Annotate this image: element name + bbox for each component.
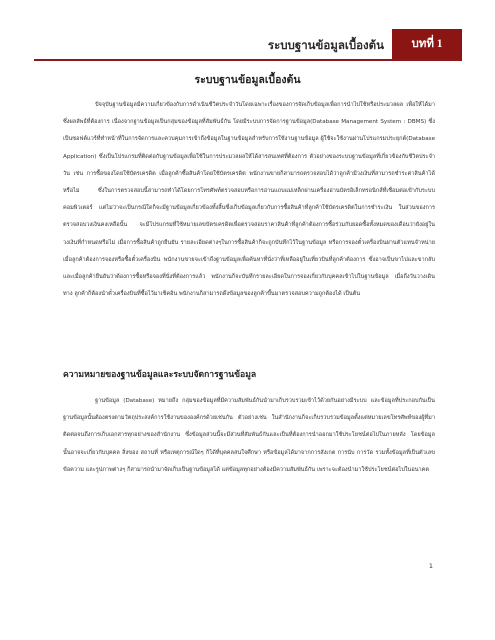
document-title: ระบบฐานข้อมูลเบื้องต้น bbox=[194, 74, 301, 86]
chapter-badge: บทที่ 1 bbox=[392, 29, 462, 59]
intro-paragraph: ปัจจุบันฐานข้อมูลมีความเกี่ยวข้องกับการดำเนินชีวิตประจำวันโดยเฉพาะเรื่องของการจัดเก็บข้อมูลเพื่อการนำไปใช้หรือประมวลผล เพื่อให้ได้มาซึ่งผลลัพธ์ที่ต้องการ เนื่องจากฐานข้อมูลเป็นกลุ่มของข้อมูลที่สัมพันธ์กัน โดยมีระบบการจัดการฐานข้อมูล(Database Management System : DBMS) ซึ่งเป็นซอฟต์แวร์ที่ทำหน้าที่ในการจัดการและควบคุมการเข้าถึงข้อมูลในฐานข้อมูลสำหรับการใช้งานฐานข้อมูล ผู้ใช้จะใช้งานผ่านโปรแกรมประยุกต์(Database Application) ซึ่งเป็นโปรแกรมที่ติดต่อกับฐานข้อมูลเพื่อใช้ในการประมวลผลให้ได้สารสนเทศที่ต้องการ ตัวอย่างของระบบฐานข้อมูลที่เกี่ยวข้องกับชีวิตประจำวัน เช่น การซื้อของโดยใช้บัตรเครดิต เมื่อลูกค้าซื้อสินค้าโดยใช้บัตรเครดิต พนักงานขายก็สามารถตรวจสอบได้ว่าลูกค้ามีวงเงินที่สามารถชำระค่าสินค้าได้หรือไม่ ซึ่งในการตรวจสอบนี้สามารถทำได้โดยการโทรศัพท์ตรวจสอบหรือการอ่านแถบแม่เหล็กผ่านเครื่องอ่านบัตรอิเล็กทรอนิกส์ที่เชื่อมต่อเข้ากับระบบคอมพิวเตอร์ แต่ไม่ว่าจะเป็นกรณีใดก็จะมีฐานข้อมูลเกี่ยวข้องทั้งสิ้นซึ่งเก็บข้อมูลเกี่ยวกับการซื้อสินค้าที่ลูกค้าใช้บัตรเครดิตในการชำระเงิน ในส่วนของการตรวจสอบวงเงินคงเหลือนั้น จะมีโปรแกรมที่ใช้หมายเลขบัตรเครดิตเพื่อตรวจสอบราคาสินค้าที่ลูกค้าต้องการซื้อร่วมกับยอดซื้อทั้งหมดของเดือนว่ายังอยู่ในวงเงินที่กำหนดหรือไม่ เมื่อการซื้อสินค้าถูกยืนยัน รายละเอียดต่างๆในการซื้อสินค้าก็จะถูกบันทึกไว้ในฐานข้อมูล หรือการจองตั๋วเครื่องบินผ่านตัวแทนจำหน่าย เมื่อลูกค้าต้องการจองหรือซื้อตั๋วเครื่องบิน พนักงานขายจะเข้าถึงฐานข้อมูลเพื่อค้นหาที่นั่งว่าที่เหลืออยู่ในเที่ยวบินที่ลูกค้าต้องการ ซึ่งอาจเป็นขาไปและขากลับและเมื่อลูกค้ายืนยันว่าต้องการซื้อหรือจองที่นั่งที่ต้องการแล้ว พนักงานก็จะบันทึกรายละเอียดในการจองเกี่ยวกับบุคคลเข้าไปในฐานข้อมูล เมื่อถึงวันวางเดินทาง ลูกค้าก็ต้องนำตั๋วเครื่องบินที่ซื้อไว้มาเช็คอิน พนักงานก็สามารถดึงข้อมูลของลูกค้าขึ้นมาตรวจสอบความถูกต้องได้ เป็นต้น bbox=[63, 102, 436, 298]
section-heading: ความหมายของฐานข้อมูลและระบบจัดการฐานข้อมูล bbox=[63, 370, 257, 380]
definition-paragraph: ฐานข้อมูล (Database) หมายถึง กลุ่มของข้อมูลที่มีความสัมพันธ์กันนำมาเก็บรวบรวมเข้าไว้ด้วยกันอย่างมีระบบ และข้อมูลที่ประกอบกันเป็นฐานข้อมูลนั้นต้องตรงตามวัตถุประสงค์การใช้งานขององค์กรด้วยเช่นกัน ตัวอย่างเช่น ในสำนักงานก็จะเก็บรวบรวมข้อมูลตั้งแต่หมายเลขโทรศัพท์ของผู้ที่มาติดต่อจนถึงการเก็บเอกสารทุกอย่างของสำนักงาน ซึ่งข้อมูลส่วนนี้จะมีส่วนที่สัมพันธ์กันและเป็นที่ต้องการนำออกมาใช้ประโยชน์ต่อไปในภายหลัง โดยข้อมูลนั้นอาจจะเกี่ยวกับบุคคล สิ่งของ สถานที่ หรือเหตุการณ์ใดๆ ก็ได้ที่บุคคลสนใจศึกษา หรือข้อมูลได้มาจากการสังเกต การนับ การวัด รวมทั้งข้อมูลที่เป็นตัวเลข ข้อความ และรูปภาพต่างๆ ก็สามารถนำมาจัดเก็บเป็นฐานข้อมูลได้ แต่ข้อมูลทุกอย่างต้องมีความสัมพันธ์กัน เพราะจะต้องนำมาใช้ประโยชน์ต่อไปในอนาคต bbox=[63, 398, 435, 473]
page-number: 1 bbox=[428, 562, 433, 570]
header-title: ระบบฐานข้อมูลเบื้องต้น bbox=[267, 40, 384, 52]
page-header bbox=[34, 29, 462, 61]
